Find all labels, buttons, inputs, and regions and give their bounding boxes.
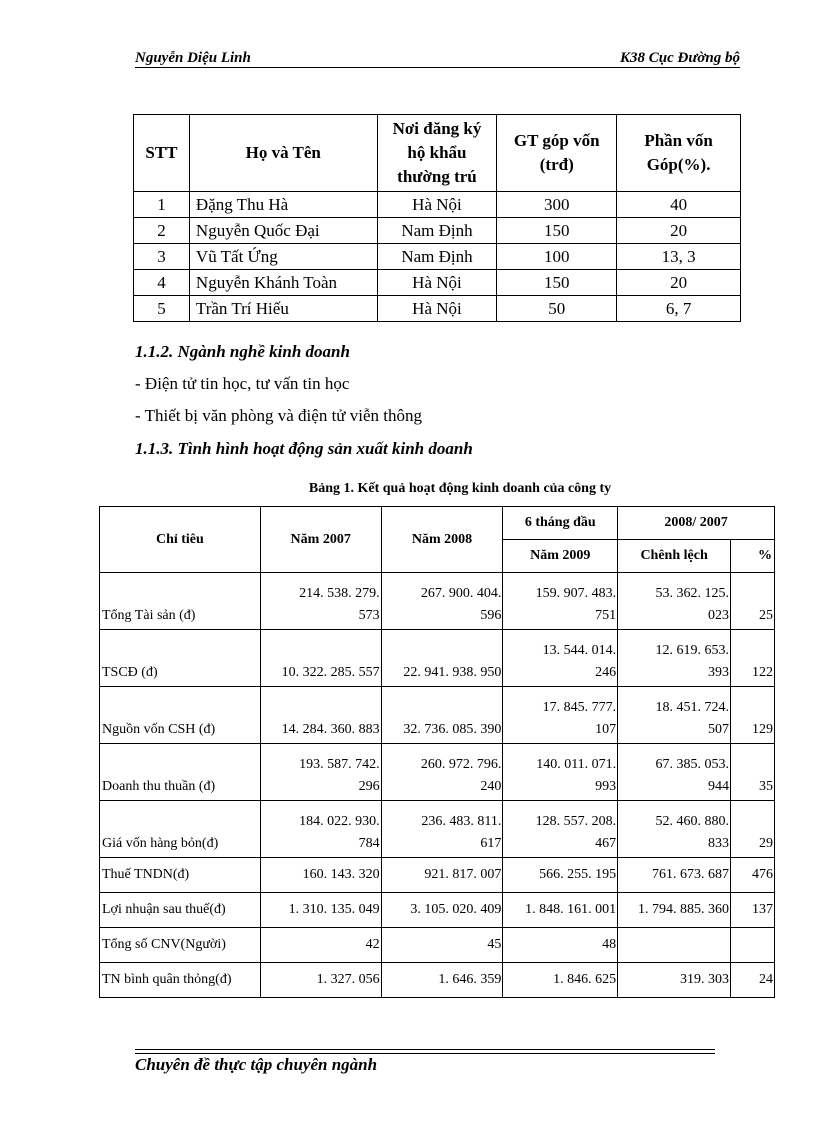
cell-2009: 48 [503, 928, 618, 963]
bullet-item: - Điện tử tin học, tư vấn tin học [135, 374, 350, 393]
table-row [134, 218, 741, 244]
cell-address: Hà Nội [377, 192, 497, 218]
cell-2008: 1. 646. 359 [381, 963, 503, 998]
cell-2009: 128. 557. 208. 467 [503, 801, 618, 858]
cell-pct: 25 [731, 573, 775, 630]
cell-2009: 140. 011. 071. 993 [503, 744, 618, 801]
header-class: K38 Cục Đường bộ [620, 50, 740, 66]
table-row [134, 270, 741, 296]
cell-indicator: TSCĐ (đ) [100, 630, 261, 687]
cell-pct: 35 [731, 744, 775, 801]
table-row [100, 573, 775, 630]
cell-stt: 3 [134, 244, 190, 270]
header-indicator: Chỉ tiêu [100, 507, 261, 573]
cell-2008: 267. 900. 404. 596 [381, 573, 503, 630]
cell-value: 300 [497, 192, 617, 218]
business-results-table [99, 506, 775, 998]
cell-2009: 17. 845. 777. 107 [503, 687, 618, 744]
cell-stt: 5 [134, 296, 190, 322]
cell-name: Đặng Thu Hà [189, 192, 377, 218]
cell-pct: 476 [731, 858, 775, 893]
cell-diff: 12. 619. 653. 393 [618, 630, 731, 687]
cell-stt: 1 [134, 192, 190, 218]
cell-value: 100 [497, 244, 617, 270]
cell-name: Nguyễn Quốc Đại [189, 218, 377, 244]
footer-rule [135, 1053, 715, 1054]
cell-indicator: Tổng số CNV(Người) [100, 928, 261, 963]
cell-value: 50 [497, 296, 617, 322]
header-address [377, 115, 497, 192]
cell-2009: 1. 848. 161. 001 [503, 893, 618, 928]
shareholder-table [133, 114, 741, 322]
table-row [100, 893, 775, 928]
header-value-line2: (trđ) [539, 155, 574, 174]
header-address-line3: thường trú [397, 167, 477, 186]
section-heading-112: 1.1.2. Ngành nghề kinh doanh [135, 342, 350, 361]
cell-share: 13, 3 [617, 244, 741, 270]
cell-2009: 566. 255. 195 [503, 858, 618, 893]
table-row [100, 801, 775, 858]
cell-diff [618, 928, 731, 963]
cell-2007: 10. 322. 285. 557 [260, 630, 381, 687]
table-row [100, 928, 775, 963]
cell-2009: 13. 544. 014. 246 [503, 630, 618, 687]
cell-name: Vũ Tất Ứng [189, 244, 377, 270]
cell-2008: 921. 817. 007 [381, 858, 503, 893]
table-row [134, 192, 741, 218]
cell-2007: 193. 587. 742. 296 [260, 744, 381, 801]
cell-2007: 1. 327. 056 [260, 963, 381, 998]
table-row [100, 630, 775, 687]
cell-diff: 52. 460. 880. 833 [618, 801, 731, 858]
cell-indicator: Thuế TNDN(đ) [100, 858, 261, 893]
cell-2008: 3. 105. 020. 409 [381, 893, 503, 928]
cell-pct: 129 [731, 687, 775, 744]
cell-2008: 45 [381, 928, 503, 963]
cell-diff: 67. 385. 053. 944 [618, 744, 731, 801]
cell-indicator: TN bình quân thỏng(đ) [100, 963, 261, 998]
table-caption: Bảng 1. Kết quả hoạt động kinh doanh của công ty [308, 481, 612, 496]
cell-pct [731, 928, 775, 963]
cell-diff: 1. 794. 885. 360 [618, 893, 731, 928]
cell-name: Trần Trí Hiếu [189, 296, 377, 322]
header-2009-bottom: Năm 2009 [503, 540, 618, 573]
cell-diff: 18. 451. 724. 507 [618, 687, 731, 744]
header-2008: Năm 2008 [381, 507, 503, 573]
cell-stt: 4 [134, 270, 190, 296]
header-author: Nguyễn Diệu Linh [135, 50, 251, 66]
table-row [100, 744, 775, 801]
cell-pct: 122 [731, 630, 775, 687]
header-share-line1: Phần vốn [644, 131, 713, 150]
cell-share: 6, 7 [617, 296, 741, 322]
cell-address: Hà Nội [377, 296, 497, 322]
header-share [617, 115, 741, 192]
section-heading-113: 1.1.3. Tình hình hoạt động sản xuất kinh doanh [135, 439, 473, 458]
cell-indicator: Tổng Tài sản (đ) [100, 573, 261, 630]
cell-value: 150 [497, 270, 617, 296]
cell-share: 40 [617, 192, 741, 218]
cell-2008: 22. 941. 938. 950 [381, 630, 503, 687]
cell-address: Nam Định [377, 218, 497, 244]
header-2007: Năm 2007 [260, 507, 381, 573]
table-row [134, 244, 741, 270]
cell-indicator: Nguồn vốn CSH (đ) [100, 687, 261, 744]
cell-diff: 319. 303 [618, 963, 731, 998]
cell-2009: 159. 907. 483. 751 [503, 573, 618, 630]
cell-2007: 160. 143. 320 [260, 858, 381, 893]
cell-2008: 260. 972. 796. 240 [381, 744, 503, 801]
cell-indicator: Doanh thu thuần (đ) [100, 744, 261, 801]
cell-share: 20 [617, 218, 741, 244]
cell-pct: 24 [731, 963, 775, 998]
header-address-line1: Nơi đăng ký [392, 119, 482, 138]
cell-2007: 14. 284. 360. 883 [260, 687, 381, 744]
table-row [100, 963, 775, 998]
header-compare: 2008/ 2007 [618, 507, 775, 540]
cell-pct: 137 [731, 893, 775, 928]
header-2009-top: 6 tháng đầu [503, 507, 618, 540]
cell-name: Nguyễn Khánh Toàn [189, 270, 377, 296]
cell-stt: 2 [134, 218, 190, 244]
cell-diff: 53. 362. 125. 023 [618, 573, 731, 630]
table-header-row [100, 507, 775, 540]
page-header [135, 48, 740, 68]
header-rule [135, 67, 740, 68]
cell-2007: 184. 022. 930. 784 [260, 801, 381, 858]
cell-2009: 1. 846. 625 [503, 963, 618, 998]
cell-diff: 761. 673. 687 [618, 858, 731, 893]
header-pct: % [731, 540, 775, 573]
header-value [497, 115, 617, 192]
header-stt: STT [134, 115, 190, 192]
cell-indicator: Lợi nhuận sau thuế(đ) [100, 893, 261, 928]
cell-share: 20 [617, 270, 741, 296]
table-row [100, 858, 775, 893]
header-value-line1: GT góp vốn [513, 131, 600, 150]
header-share-line2: Góp(%). [646, 155, 711, 174]
cell-2007: 1. 310. 135. 049 [260, 893, 381, 928]
cell-2007: 214. 538. 279. 573 [260, 573, 381, 630]
cell-value: 150 [497, 218, 617, 244]
cell-pct: 29 [731, 801, 775, 858]
page-footer: Chuyên đề thực tập chuyên ngành [135, 1055, 378, 1074]
cell-2008: 236. 483. 811. 617 [381, 801, 503, 858]
cell-address: Nam Định [377, 244, 497, 270]
table-header-row [134, 115, 741, 192]
cell-2007: 42 [260, 928, 381, 963]
header-address-line2: hộ khẩu [407, 143, 467, 162]
table-row [134, 296, 741, 322]
cell-indicator: Giá vốn hàng bỏn(đ) [100, 801, 261, 858]
cell-address: Hà Nội [377, 270, 497, 296]
header-diff: Chênh lệch [618, 540, 731, 573]
bullet-item: - Thiết bị văn phòng và điện tử viễn thông [135, 406, 422, 425]
header-name: Họ và Tên [189, 115, 377, 192]
table-row [100, 687, 775, 744]
footer-rule [135, 1049, 715, 1050]
cell-2008: 32. 736. 085. 390 [381, 687, 503, 744]
